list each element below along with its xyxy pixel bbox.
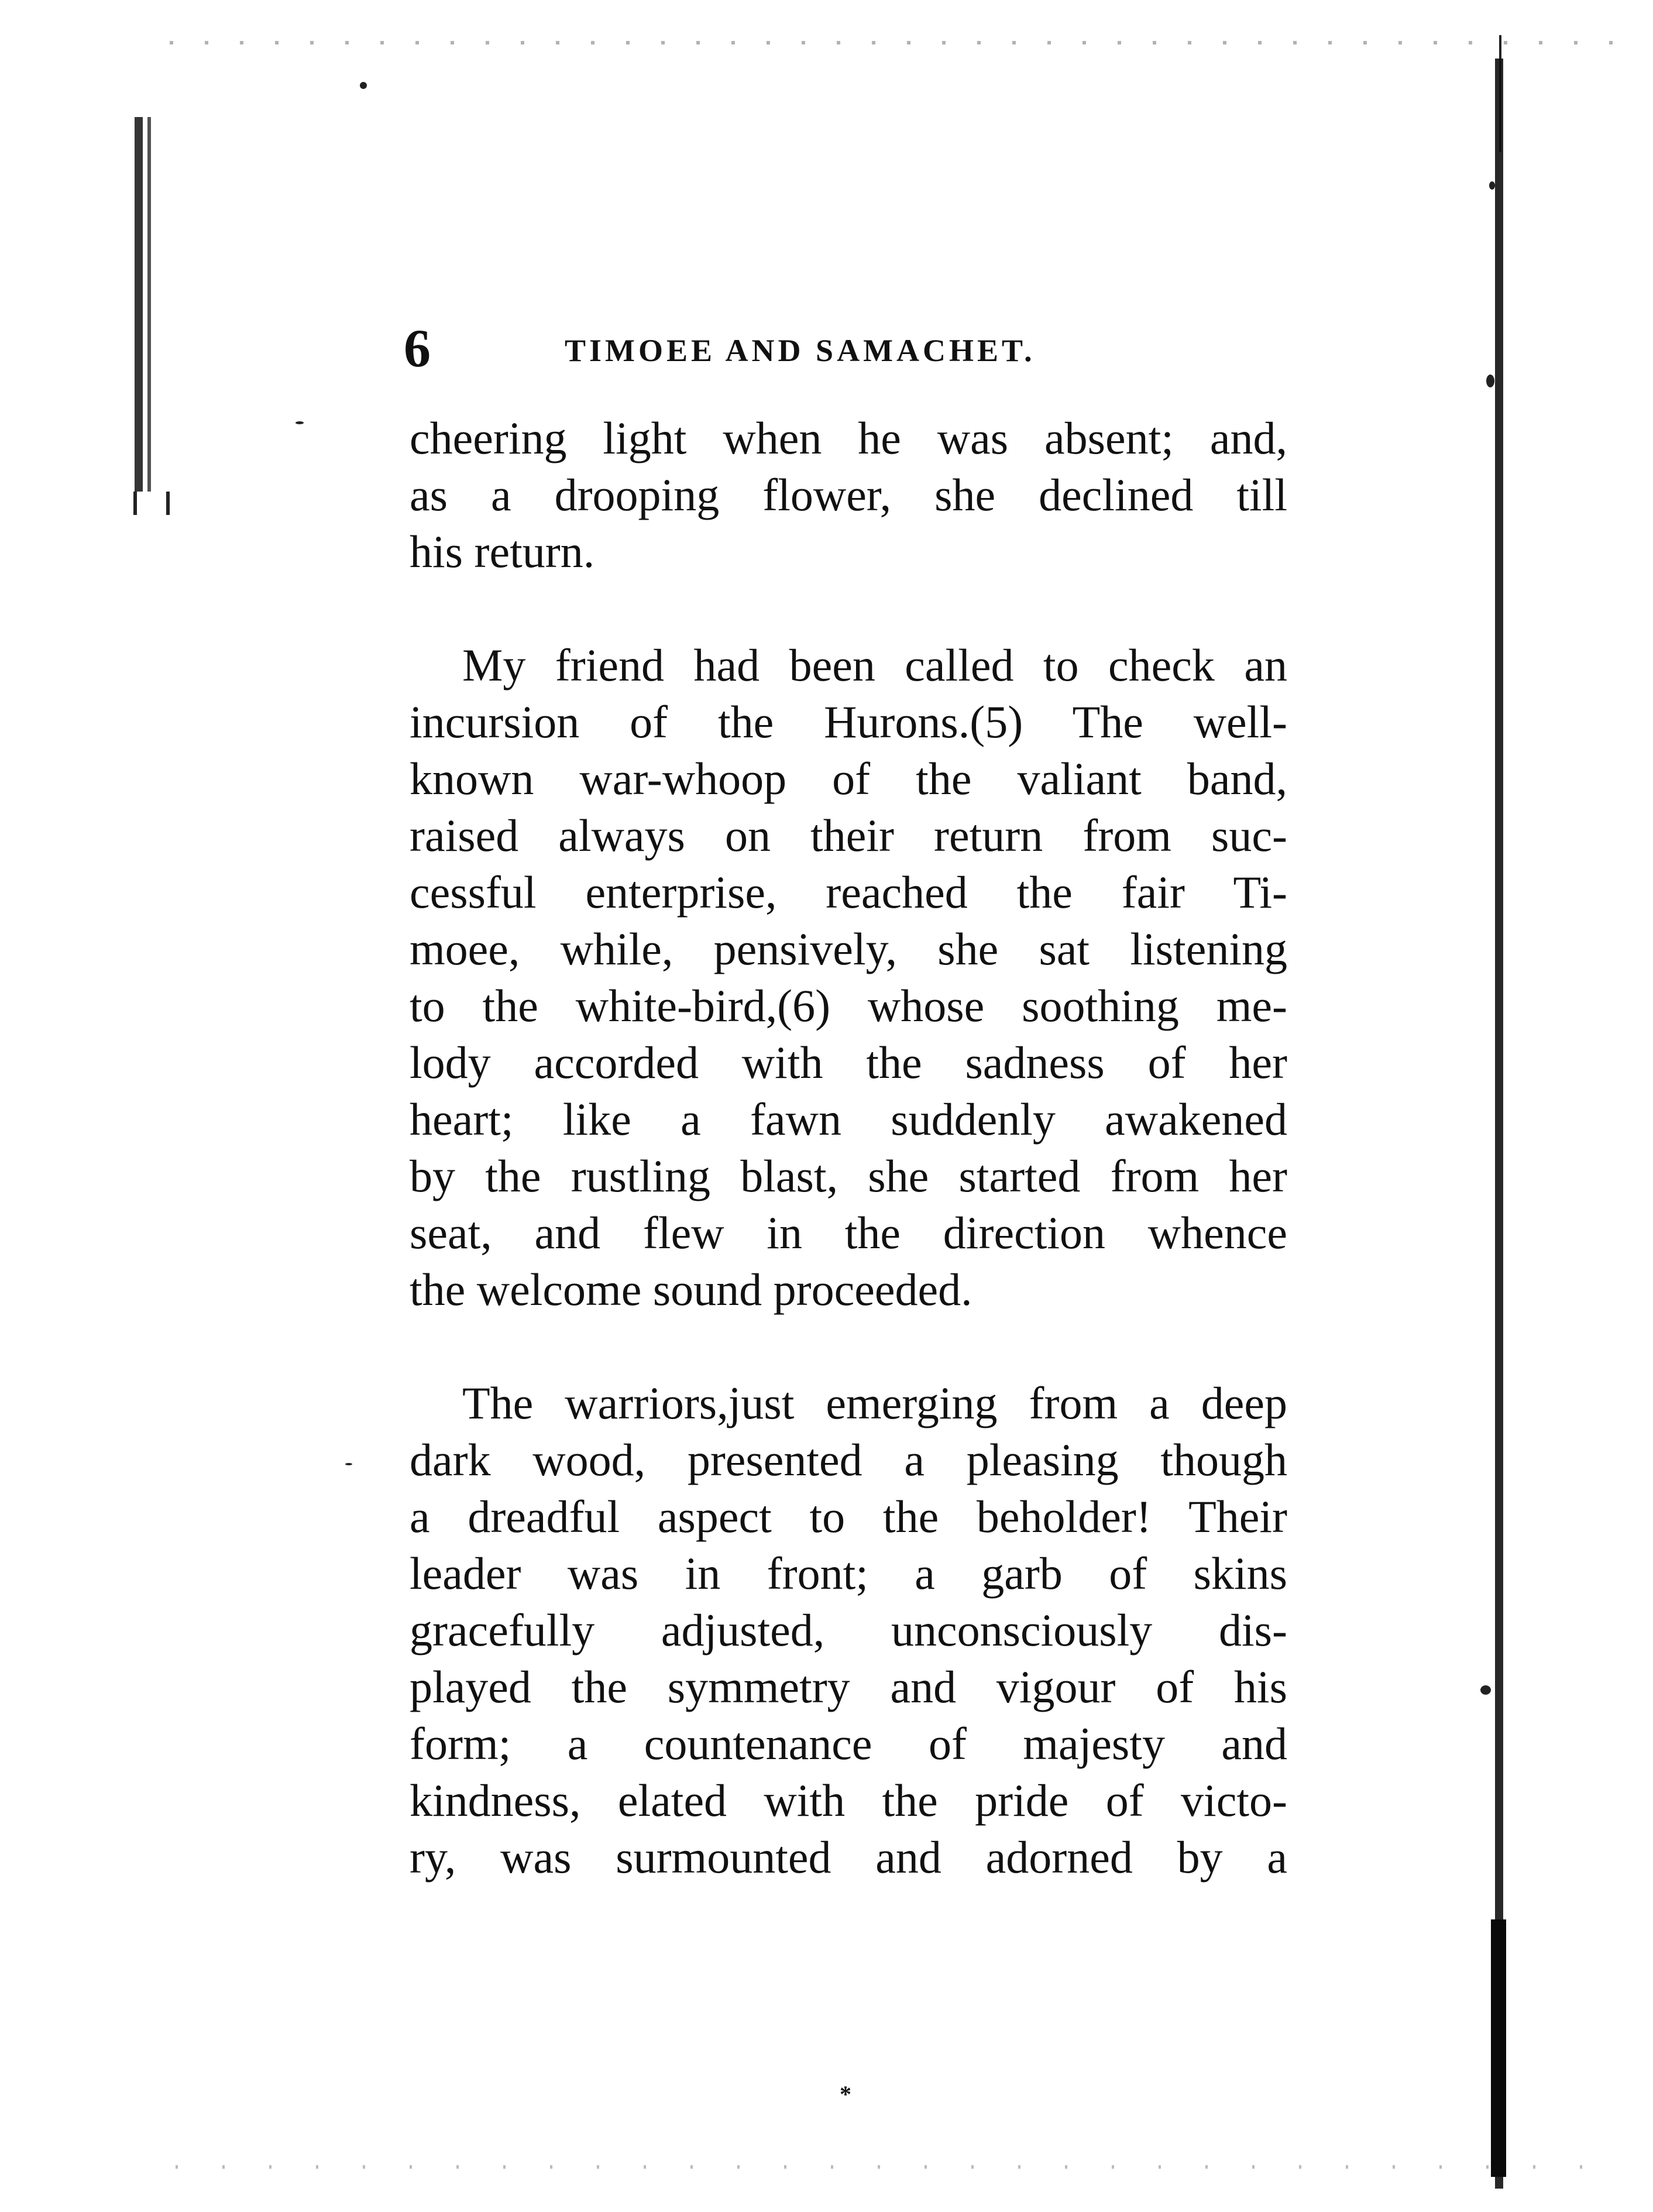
- text-line: lody accorded with the sadness of her: [410, 1037, 1287, 1088]
- scan-right-edge-bottom: [1491, 1919, 1506, 2177]
- scan-speck: [1486, 375, 1494, 387]
- text-line: by the rustling blast, she started from her: [410, 1150, 1287, 1201]
- scan-left-edge-ticks: [133, 492, 170, 515]
- scan-left-edge-mark: [135, 117, 158, 492]
- text-line: a dreadful aspect to the beholder! Their: [410, 1491, 1287, 1542]
- paragraph-1: [410, 410, 1287, 580]
- running-head: [404, 316, 1118, 380]
- text-line: form; a countenance of majesty and: [410, 1718, 1287, 1769]
- text-line: ry, was surmounted and adorned by a: [410, 1832, 1287, 1883]
- text-line: cessful enterprise, reached the fair Ti-: [410, 867, 1287, 918]
- paragraph-2: [410, 637, 1287, 1318]
- scan-right-edge-line: [1495, 59, 1503, 2189]
- scan-speck: [360, 82, 367, 89]
- text-line: The warriors,just emerging from a deep: [462, 1378, 1287, 1428]
- text-line: incursion of the Hurons.(5) The well-: [410, 696, 1287, 747]
- page-number: 6: [404, 318, 431, 378]
- scan-speck: [345, 1463, 352, 1465]
- text-line: leader was in front; a garb of skins: [410, 1548, 1287, 1599]
- text-line: his return.: [410, 526, 595, 577]
- text-line: cheering light when he was absent; and,: [410, 413, 1287, 463]
- scan-bottom-edge: [176, 2165, 1615, 2169]
- running-title: TIMOEE AND SAMACHET.: [565, 333, 1036, 368]
- text-line: gracefully adjusted, unconsciously dis-: [410, 1605, 1287, 1655]
- text-line: seat, and flew in the direction whence: [410, 1207, 1287, 1258]
- text-line: heart; like a fawn suddenly awakened: [410, 1094, 1287, 1145]
- text-line: known war-whoop of the valiant band,: [410, 753, 1287, 804]
- scan-speck: [295, 421, 304, 424]
- text-line: as a drooping flower, she declined till: [410, 469, 1287, 520]
- text-line: moee, while, pensively, she sat listening: [410, 923, 1287, 974]
- text-line: My friend had been called to check an: [462, 640, 1287, 691]
- paragraph-3: [410, 1375, 1287, 1885]
- scan-speck: [1489, 181, 1495, 190]
- text-line: played the symmetry and vigour of his: [410, 1661, 1287, 1712]
- scan-speck: [1480, 1685, 1491, 1695]
- body-text: [410, 410, 1287, 1885]
- catchword: *: [840, 2081, 851, 2107]
- text-line: the welcome sound proceeded.: [410, 1264, 972, 1315]
- text-line: to the white-bird,(6) whose soothing me-: [410, 980, 1287, 1031]
- text-line: kindness, elated with the pride of victo-: [410, 1775, 1287, 1826]
- text-line: raised always on their return from suc-: [410, 810, 1287, 861]
- scan-top-edge: [170, 41, 1621, 44]
- text-line: dark wood, presented a pleasing though: [410, 1434, 1287, 1485]
